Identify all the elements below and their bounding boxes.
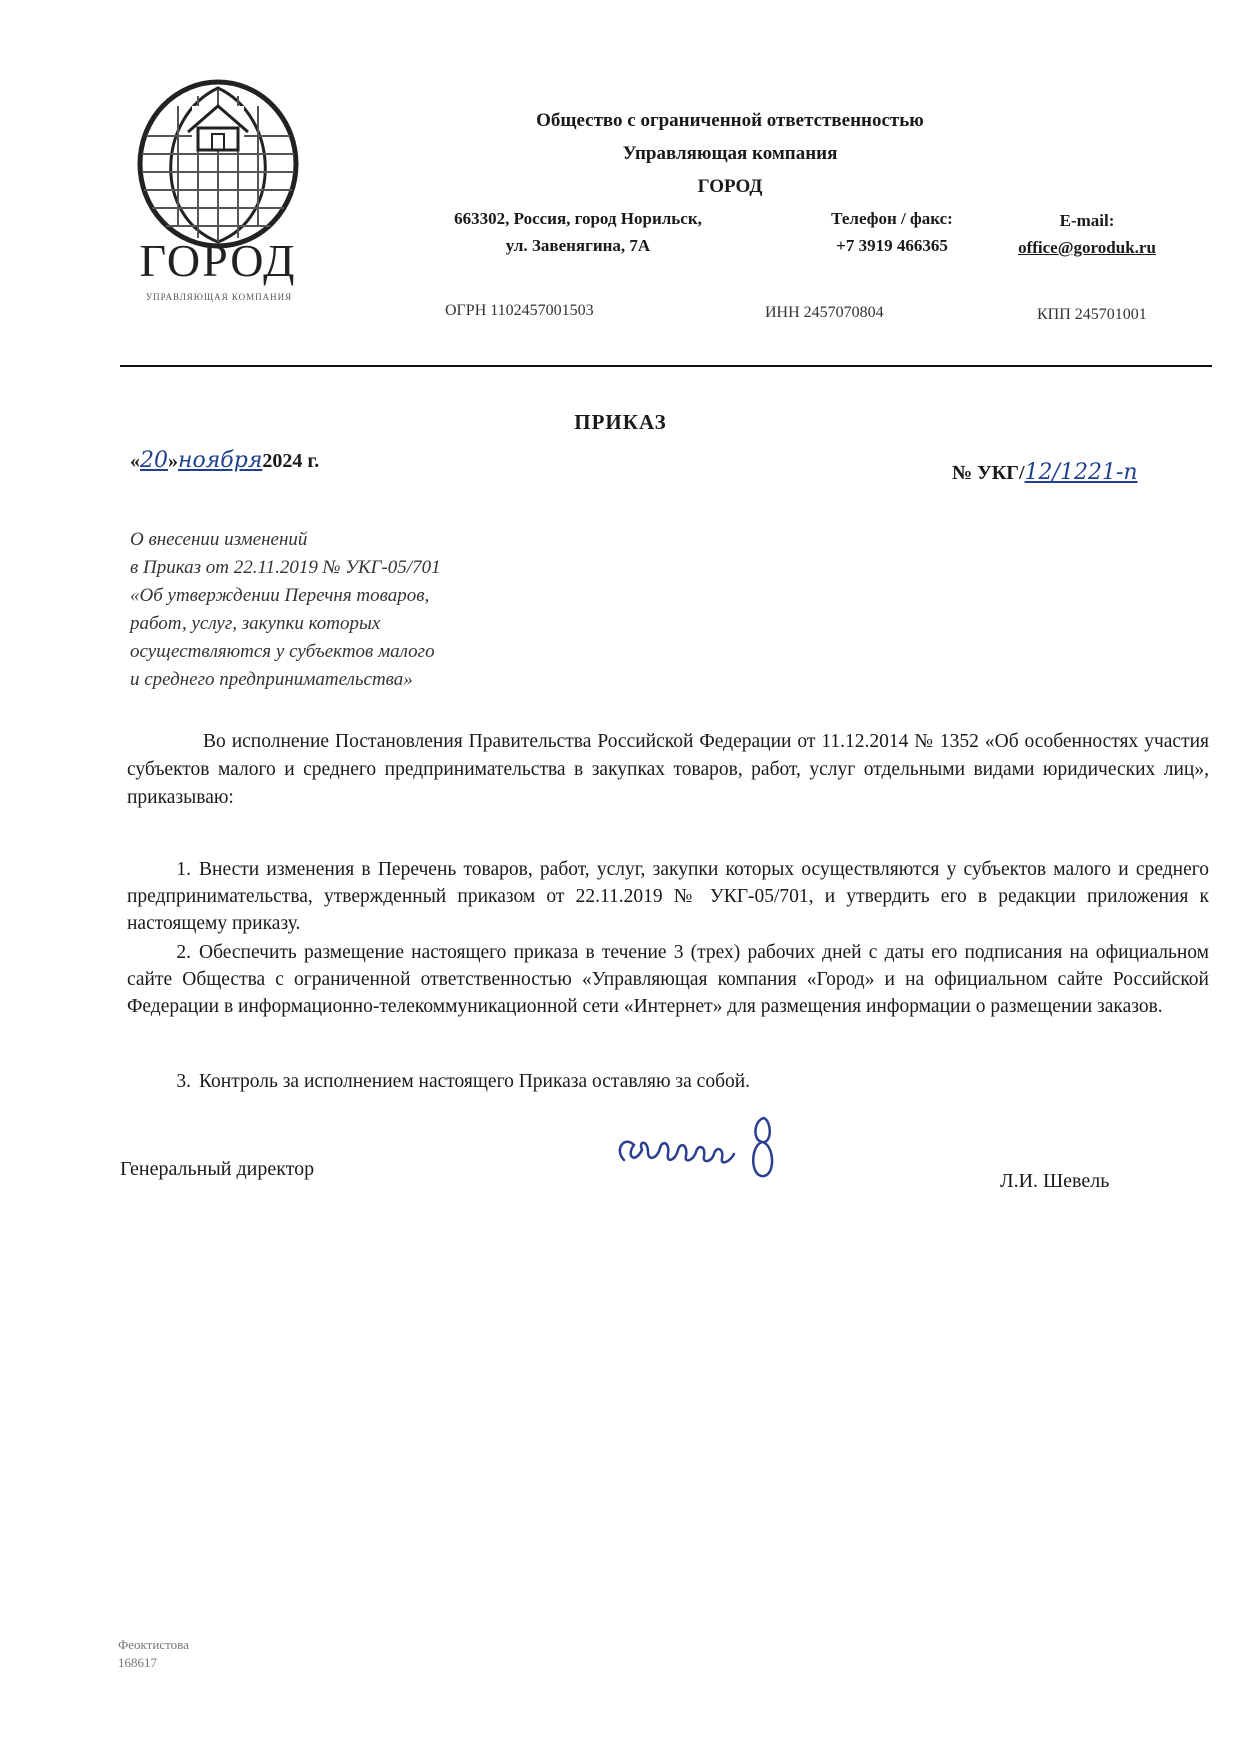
document-subject	[130, 526, 550, 694]
signature-icon	[604, 1110, 804, 1190]
order-item-number: 2.	[176, 942, 191, 963]
document-title: ПРИКАЗ	[574, 410, 667, 434]
logo-subtext: УПРАВЛЯЮЩАЯ КОМПАНИЯ	[145, 292, 293, 302]
order-item-text: Контроль за исполнением настоящего Приказа оставляю за собой.	[199, 1071, 751, 1092]
date-day-handwritten: 20	[140, 448, 168, 473]
order-item	[127, 939, 1209, 1020]
order-item-text: Внести изменения в Перечень товаров, работ, услуг, закупки которых осуществляются у субъектов малого и среднего предпринимательства, утвержденный приказом от 22.11.2019 № УКГ-05/701, и утвердить его в редакции приложения к настоящему приказу.	[127, 859, 1209, 934]
subject-line: «Об утверждении Перечня товаров,	[130, 585, 430, 606]
date-year: 2024 г.	[262, 450, 320, 472]
inn-value: ИНН 2457070804	[765, 304, 884, 321]
logo-wordmark: ГОРОД	[139, 235, 297, 286]
number-prefix: № УКГ/	[952, 462, 1025, 484]
order-item-text: Обеспечить размещение настоящего приказа в течение 3 (трех) рабочих дней с даты его подписания на официальном сайте Общества с ограниченной ответственностью «Управляющая компания «Город» и на официальном сайте Российской Федерации в информационно-телекоммуникационной сети «Интернет» для размещения информации о размещении заказов.	[127, 942, 1209, 1017]
preamble-paragraph: Во исполнение Постановления Правительства Российской Федерации от 11.12.2014 № 1352 «Об особенностях участия субъектов малого и среднего предпринимательства в закупках товаров, работ, услуг отдельными видами юридических лиц», приказываю:	[127, 731, 1209, 808]
order-item-number: 1.	[176, 859, 191, 880]
email-link[interactable]: office@goroduk.ru	[1018, 238, 1156, 257]
document-date	[130, 448, 319, 473]
subject-line: и среднего предпринимательства»	[130, 669, 413, 690]
executor-name: Феоктистова	[118, 1637, 189, 1652]
date-open-quote: «	[130, 450, 140, 472]
subject-line: работ, услуг, закупки которых	[130, 613, 381, 634]
subject-line: в Приказ от 22.11.2019 № УКГ-05/701	[130, 557, 441, 578]
email-label: E-mail:	[1059, 211, 1115, 230]
org-name-line3: ГОРОД	[697, 176, 763, 197]
order-item-number: 3.	[176, 1071, 191, 1092]
signatory-name: Л.И. Шевель	[1000, 1170, 1110, 1192]
subject-line: О внесении изменений	[130, 529, 308, 550]
phone-value: +7 3919 466365	[836, 236, 948, 255]
order-item	[127, 856, 1209, 937]
executor-phone: 168617	[118, 1655, 157, 1670]
number-handwritten: 12/1221-п	[1024, 460, 1138, 485]
org-name-line1: Общество с ограниченной ответственностью	[536, 110, 924, 131]
kpp-value: КПП 245701001	[1037, 306, 1147, 323]
signatory-position: Генеральный директор	[120, 1158, 315, 1180]
date-close-quote: »	[168, 450, 178, 472]
subject-line: осуществляются у субъектов малого	[130, 641, 435, 662]
org-name-line2: Управляющая компания	[622, 143, 838, 164]
header-divider	[120, 365, 1212, 367]
company-logo	[118, 76, 318, 336]
ogrn-value: ОГРН 1102457001503	[445, 302, 594, 319]
handwritten-signature	[604, 1110, 804, 1190]
address-line1: 663302, Россия, город Норильск,	[454, 209, 702, 228]
date-month-handwritten: ноября	[178, 448, 263, 473]
phone-label: Телефон / факс:	[831, 209, 953, 228]
document-number	[952, 460, 1138, 485]
address-line2: ул. Завенягина, 7А	[505, 236, 651, 255]
order-item	[127, 1068, 1209, 1095]
